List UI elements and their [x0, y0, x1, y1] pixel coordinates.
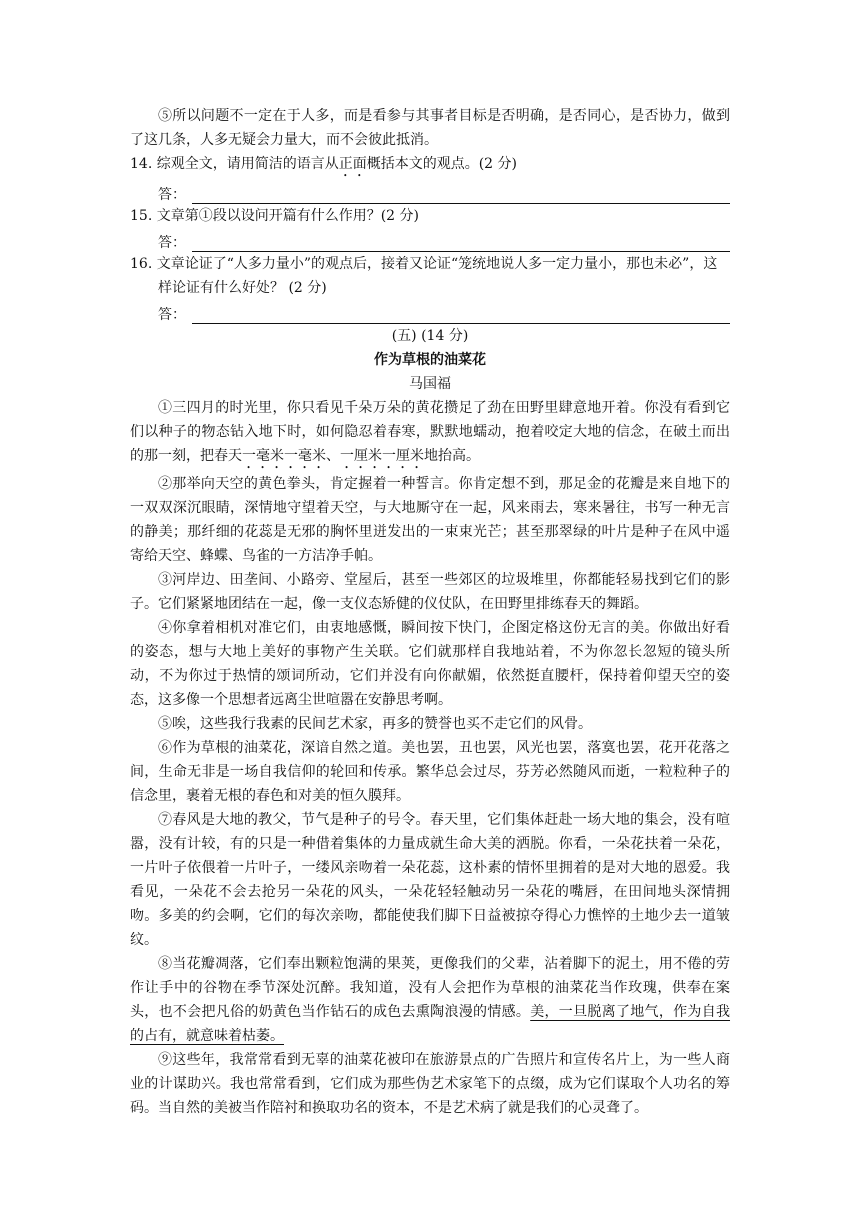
answer-line-14[interactable] — [158, 180, 730, 204]
article-paragraph-9: ⑨这些年，我常常看到无辜的油菜花被印在旅游景点的广告照片和宣传名片上，为一些人商业的计谋助兴。我也常常看到，它们成为那些伪艺术家笔下的点缀，成为它们谋取个人功名的筹码。当自然的美被当作陪衬和换取功名的资本，不是艺术病了就是我们的心灵聋了。 — [130, 1052, 730, 1116]
article-paragraph-8 — [130, 952, 730, 1048]
article-paragraph-5: ⑤唉，这些我行我素的民间艺术家，再多的赞誉也买不走它们的风骨。 — [158, 716, 592, 732]
article-paragraph-6: ⑥作为草根的油菜花，深谙自然之道。美也罢，丑也罢，风光也罢，落寞也罢，花开花落之间，生命无非是一场自我信仰的轮回和传承。繁华总会过尽，芬芳必然随风而逝，一粒粒种子的信念里，裹着无根的春色和对美的恒久膜拜。 — [130, 740, 730, 804]
section-heading: (五) (14 分) — [391, 328, 469, 344]
article-paragraph-2: ②那举向天空的黄色拳头，肯定握着一种誓言。你肯定想不到，那足金的花瓣是来自地下的一双双深沉眼睛，深情地守望着天空，与大地厮守在一起，风来雨去，寒来暑往，书写一种无言的静美；那纤细的花蕊是无邪的胸怀里迸发出的一束束光芒；甚至那翠绿的叶片是种子在风中遥寄给天空、蜂蝶、鸟雀的一方洁净手帕。 — [130, 476, 730, 564]
question-16: 16. 文章论证了“人多力量小”的观点后，接着又论证“笼统地说人多一定力量小，那也未必”，这样论证有什么好处？ (2 分) — [130, 256, 718, 296]
answer-rule[interactable] — [192, 186, 730, 204]
article-author: 马国福 — [409, 376, 451, 392]
article-title: 作为草根的油菜花 — [374, 352, 486, 368]
paragraph-8-text: ⑧当花瓣凋落，它们奉出颗粒饱满的果荚，更像我们的父辈，沾着脚下的泥土，用不倦的劳作让手中的谷物在季节深处沉醉。我知道，没有人会把作为草根的油菜花当作玫瑰，供奉在案头，也不会把凡俗的奶黄色当作钻石的成色去熏陶浪漫的情感。 — [130, 956, 730, 1020]
question-15: 15. 文章第①段以设问开篇有什么作用？(2 分) — [130, 208, 419, 224]
answer-rule[interactable] — [192, 306, 730, 324]
question-14-text-a: 14. 综观全文，请用简洁的语言从 — [130, 156, 339, 172]
article-paragraph-3: ③河岸边、田垄间、小路旁、堂屋后，甚至一些郊区的垃圾堆里，你都能轻易找到它们的影子。它们紧紧地团结在一起，像一支仪态矫健的仪仗队，在田野里排练春天的舞蹈。 — [130, 572, 730, 612]
paragraph-1-text-a: ①三四月的时光里，你只看见千朵万朵的黄花攒足了劲在田野里肆意地开着。你没有看到它们以种子的物态钻入地下时，如何隐忍着春寒，默默地蠕动，抱着咬定大地的信念，在破土而出的那一刻，把春天 — [130, 400, 730, 464]
answer-line-16[interactable] — [158, 300, 730, 324]
article-paragraph-7: ⑦春风是大地的教父，节气是种子的号令。春天里，它们集体赶赴一场大地的集会，没有喧嚣，没有计较，有的只是一种借着集体的力量成就生命大美的洒脱。你看，一朵花扶着一朵花，一片叶子依偎着一片叶子，一缕风亲吻着一朵花蕊，这朴素的情怀里拥着的是对大地的恩爱。我看见，一朵花不会去抢另一朵花的风头，一朵花轻轻触动另一朵花的嘴唇，在田间地头深情拥吻。多美的约会啊，它们的每次亲吻，都能使我们脚下日益被掠夺得心力憔悴的土地少去一道皱纹。 — [130, 812, 730, 948]
answer-rule[interactable] — [192, 234, 730, 252]
answer-label: 答： — [158, 187, 186, 203]
page-content — [130, 104, 730, 1120]
paragraph-5-previous: ⑤所以问题不一定在于人多，而是看参与其事者目标是否明确，是否同心，是否协力，做到了这几条，人多无疑会力量大，而不会彼此抵消。 — [130, 108, 730, 148]
paragraph-1-emphasis-1: 一毫米一毫米 — [242, 448, 326, 464]
paragraph-1-text-b: 地抬高。 — [424, 448, 480, 464]
paragraph-1-emphasis-2: 一厘米一厘米 — [340, 448, 424, 464]
article-paragraph-1 — [130, 396, 730, 472]
question-14 — [130, 152, 730, 180]
answer-line-15[interactable] — [158, 228, 730, 252]
article-paragraph-4: ④你拿着相机对准它们，由衷地感慨，瞬间按下快门，企图定格这份无言的美。你做出好看的姿态，想与大地上美好的事物产生关联。它们就那样自我地站着，不为你忽长忽短的镜头所动，不为你过于热情的颂词所动，它们并没有向你献媚，依然挺直腰杆，保持着仰望天空的姿态，这多像一个思想者远离尘世喧嚣在安静思考啊。 — [130, 620, 730, 708]
answer-label: 答： — [158, 235, 186, 251]
question-14-emphasis: 正面 — [338, 156, 367, 172]
question-14-text-b: 概括本文的观点。(2 分) — [366, 156, 517, 172]
answer-label: 答： — [158, 307, 186, 323]
paragraph-1-separator: 、 — [326, 448, 340, 464]
paragraph-8-underlined-sentence: 美，一旦脱离了地气，作为自我的占有，就意味着枯萎。 — [130, 1004, 731, 1044]
